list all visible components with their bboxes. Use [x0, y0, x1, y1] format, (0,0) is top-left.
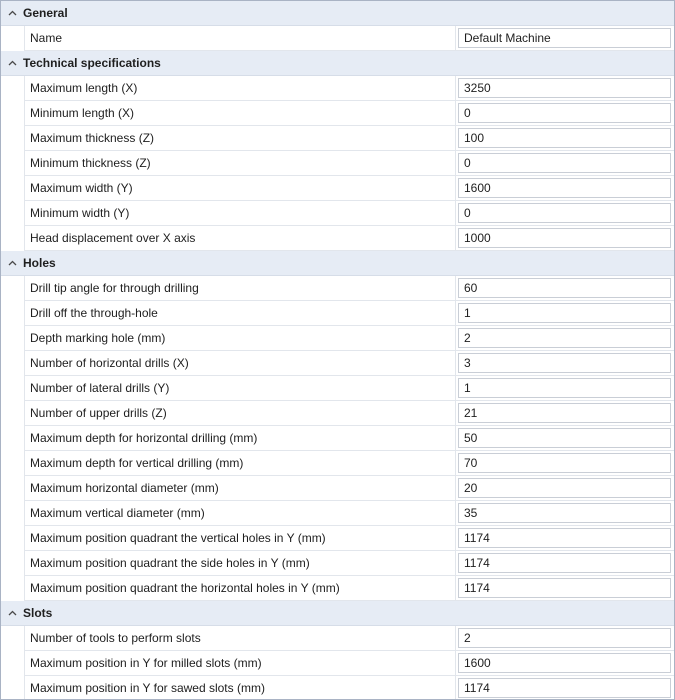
property-label: Maximum horizontal diameter (mm) [24, 476, 456, 500]
property-row-minimum-thickness-z [24, 151, 674, 176]
property-value-input[interactable] [458, 203, 671, 223]
property-row-maximum-thickness-z [24, 126, 674, 151]
property-value-input[interactable] [458, 403, 671, 423]
chevron-up-icon[interactable] [1, 610, 23, 616]
property-value-cell [456, 451, 674, 475]
property-label: Depth marking hole (mm) [24, 326, 456, 350]
chevron-up-icon[interactable] [1, 10, 23, 16]
property-row-maximum-width-y [24, 176, 674, 201]
property-value-cell [456, 376, 674, 400]
property-label: Drill off the through-hole [24, 301, 456, 325]
property-label: Number of tools to perform slots [24, 626, 456, 650]
property-row-maximum-vertical-diameter-mm [24, 501, 674, 526]
property-value-input[interactable] [458, 178, 671, 198]
property-row-name [24, 26, 674, 51]
property-row-maximum-depth-for-horizontal-drilling-mm [24, 426, 674, 451]
property-value-input[interactable] [458, 228, 671, 248]
property-value-input[interactable] [458, 478, 671, 498]
property-value-input[interactable] [458, 553, 671, 573]
property-row-maximum-horizontal-diameter-mm [24, 476, 674, 501]
property-row-minimum-length-x [24, 101, 674, 126]
property-row-maximum-position-quadrant-the-side-holes-in-y-mm [24, 551, 674, 576]
property-value-cell [456, 201, 674, 225]
property-label: Head displacement over X axis [24, 226, 456, 250]
property-value-input[interactable] [458, 303, 671, 323]
category-header-slots[interactable] [1, 601, 674, 626]
property-value-input[interactable] [458, 353, 671, 373]
property-row-number-of-tools-to-perform-slots [24, 626, 674, 651]
property-value-input[interactable] [458, 78, 671, 98]
property-value-cell [456, 651, 674, 675]
property-label: Drill tip angle for through drilling [24, 276, 456, 300]
property-value-input[interactable] [458, 453, 671, 473]
property-value-cell [456, 276, 674, 300]
property-label: Number of upper drills (Z) [24, 401, 456, 425]
property-row-maximum-depth-for-vertical-drilling-mm [24, 451, 674, 476]
property-value-cell [456, 126, 674, 150]
property-value-cell [456, 226, 674, 250]
property-label: Maximum length (X) [24, 76, 456, 100]
property-row-maximum-length-x [24, 76, 674, 101]
property-label: Maximum width (Y) [24, 176, 456, 200]
property-value-cell [456, 476, 674, 500]
property-value-cell [456, 151, 674, 175]
property-value-input[interactable] [458, 578, 671, 598]
property-row-maximum-position-in-y-for-sawed-slots-mm [24, 676, 674, 700]
property-label: Number of horizontal drills (X) [24, 351, 456, 375]
property-row-maximum-position-quadrant-the-vertical-holes-in-y-mm [24, 526, 674, 551]
property-value-input[interactable] [458, 528, 671, 548]
property-value-cell [456, 401, 674, 425]
property-value-cell [456, 526, 674, 550]
property-label: Minimum length (X) [24, 101, 456, 125]
chevron-up-icon[interactable] [1, 60, 23, 66]
property-value-cell [456, 101, 674, 125]
property-label: Maximum position quadrant the horizontal holes in Y (mm) [24, 576, 456, 600]
category-title: General [23, 6, 68, 20]
property-value-input[interactable] [458, 278, 671, 298]
property-label: Maximum thickness (Z) [24, 126, 456, 150]
category-header-technical-specifications[interactable] [1, 51, 674, 76]
property-row-drill-tip-angle-for-through-drilling [24, 276, 674, 301]
property-row-head-displacement-over-x-axis [24, 226, 674, 251]
category-header-holes[interactable] [1, 251, 674, 276]
chevron-up-icon[interactable] [1, 260, 23, 266]
property-value-input[interactable] [458, 378, 671, 398]
category-title: Holes [23, 256, 56, 270]
property-value-input[interactable] [458, 503, 671, 523]
property-value-cell [456, 676, 674, 700]
property-value-cell [456, 26, 674, 50]
property-label: Maximum position quadrant the vertical holes in Y (mm) [24, 526, 456, 550]
property-label: Number of lateral drills (Y) [24, 376, 456, 400]
category-title: Slots [23, 606, 53, 620]
property-value-cell [456, 176, 674, 200]
property-value-cell [456, 301, 674, 325]
property-value-input[interactable] [458, 128, 671, 148]
property-value-cell [456, 576, 674, 600]
property-value-cell [456, 76, 674, 100]
property-label: Maximum depth for vertical drilling (mm) [24, 451, 456, 475]
property-label: Maximum position in Y for milled slots (mm) [24, 651, 456, 675]
property-row-maximum-position-in-y-for-milled-slots-mm [24, 651, 674, 676]
property-value-input[interactable] [458, 28, 671, 48]
property-label: Maximum position quadrant the side holes in Y (mm) [24, 551, 456, 575]
property-row-maximum-position-quadrant-the-horizontal-holes-in-y-mm [24, 576, 674, 601]
property-value-input[interactable] [458, 653, 671, 673]
property-value-cell [456, 351, 674, 375]
property-label: Maximum position in Y for sawed slots (mm) [24, 676, 456, 700]
property-label: Minimum width (Y) [24, 201, 456, 225]
property-value-input[interactable] [458, 428, 671, 448]
property-value-cell [456, 626, 674, 650]
property-label: Maximum depth for horizontal drilling (mm) [24, 426, 456, 450]
category-title: Technical specifications [23, 56, 161, 70]
property-row-number-of-upper-drills-z [24, 401, 674, 426]
property-row-minimum-width-y [24, 201, 674, 226]
property-label: Maximum vertical diameter (mm) [24, 501, 456, 525]
property-row-number-of-horizontal-drills-x [24, 351, 674, 376]
property-value-input[interactable] [458, 103, 671, 123]
property-label: Name [24, 26, 456, 50]
property-value-cell [456, 551, 674, 575]
property-row-drill-off-the-through-hole [24, 301, 674, 326]
property-value-cell [456, 501, 674, 525]
category-header-general[interactable] [1, 1, 674, 26]
property-label: Minimum thickness (Z) [24, 151, 456, 175]
property-value-input[interactable] [458, 628, 671, 648]
property-value-cell [456, 426, 674, 450]
property-row-number-of-lateral-drills-y [24, 376, 674, 401]
property-value-cell [456, 326, 674, 350]
property-value-input[interactable] [458, 678, 671, 698]
property-value-input[interactable] [458, 153, 671, 173]
property-value-input[interactable] [458, 328, 671, 348]
property-row-depth-marking-hole-mm [24, 326, 674, 351]
